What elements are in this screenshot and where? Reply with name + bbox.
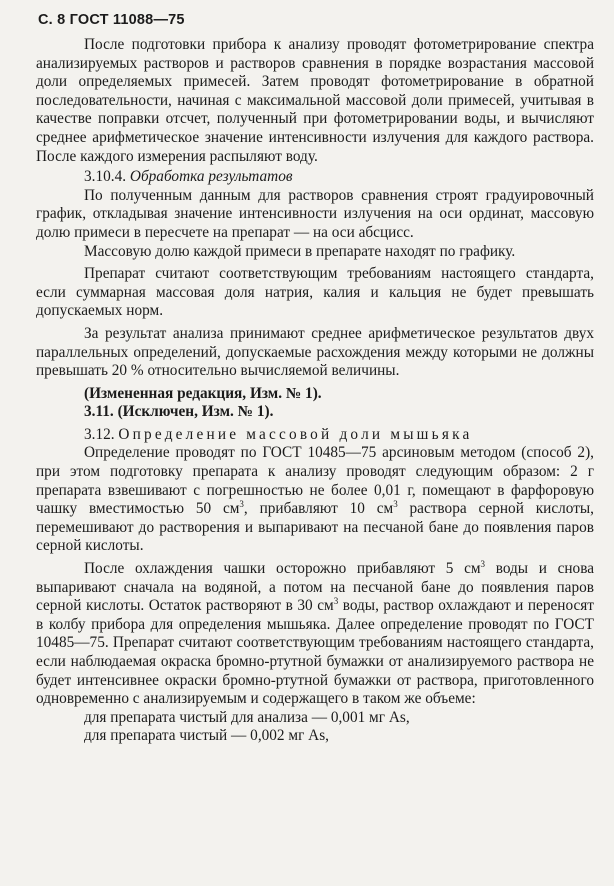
section-3-11: 3.11. (Исключен, Изм. № 1). [84, 403, 274, 421]
section-3-10-4-heading [36, 168, 594, 187]
paragraph-arsenic-method: Определение проводят по ГОСТ 10485—75 арсиновым методом (способ 2), при этом подготовку препарата к анализу проводят следующим образом: 2 г препарата взвешивают с погрешностью не более 0,01 г, помещают в фарфоровую чашку вместимостью 50 $см^3$, прибавляют 10 $см^3$ раствора серной кислоты, перемешивают до растворения и выпаривают на песчаной бане до появления паров серной кислоты. [36, 444, 594, 555]
paragraph-photometry: После подготовки прибора к анализу проводят фотометрирование спектра анализируемых растворов и растворов сравнения в порядке возрастания массовой доли определяемых примесей. Затем проводят фотометрирование в обратной последовательности, начиная с максимальной массовой доли примесей, учитывая в качестве поправки отсчет, полученный при фотометрировании воды, и вычисляют среднее арифметическое значение интенсивности излучения для каждого раствора. После каждого измерения распыляют воду. [36, 36, 594, 165]
section-title: Обработка результатов [129, 168, 293, 186]
page-header: С. 8 ГОСТ 11088—75 [38, 12, 185, 28]
section-3-12-heading [36, 426, 594, 445]
paragraph-calibration: По полученным данным для растворов сравнения строят градуировочный график, откладывая значение интенсивности излучения на оси ординат, массовую долю примеси в пересчете на препарат — на оси абсцисс. [36, 186, 594, 241]
section-number: 3.10.4. [84, 168, 127, 186]
norm-line-pure: для препарата чистый — 0,002 мг As, [84, 727, 330, 745]
page-body [36, 36, 594, 746]
section-number: 3.12. [84, 425, 115, 443]
section-title: Определение массовой доли мышьяка [118, 425, 473, 443]
paragraph-compliance: Препарат считают соответствующим требованиям настоящего стандарта, если суммарная массовая доля натрия, калия и кальция не будет превышать допускаемых норм. [36, 265, 594, 320]
norm-line-analytical: для препарата чистый для анализа — 0,001 мг As, [84, 708, 410, 726]
paragraph-arsenic-procedure: После охлаждения чашки осторожно прибавляют 5 $см^3$ воды и снова выпаривают сначала на водяной, а потом на песчаной бане до появления паров серной кислоты. Остаток растворяют в 30 $см^3$ воды, раствор охлаждают и переносят в колбу прибора для определения мышьяка. Далее определение проводят по ГОСТ 10485—75. Препарат считают соответствующим требованиям настоящего стандарта, если наблюдаемая окраска бромно-ртутной бумажки от анализируемого раствора не будет интенсивнее окраски бромно-ртутной бумажки от раствора, приготовленного одновременно с анализируемым и содержащего в таком же объеме: [36, 559, 595, 708]
paragraph-result: За результат анализа принимают среднее арифметическое результатов двух параллельных определений, допускаемые расхождения между которыми не должны превышать 20 % относительно вычисляемой величины. [36, 324, 594, 380]
amendment-note: (Измененная редакция, Изм. № 1). [84, 384, 322, 402]
paragraph-mass-fraction: Массовую долю каждой примеси в препарате находят по графику. [84, 242, 516, 260]
